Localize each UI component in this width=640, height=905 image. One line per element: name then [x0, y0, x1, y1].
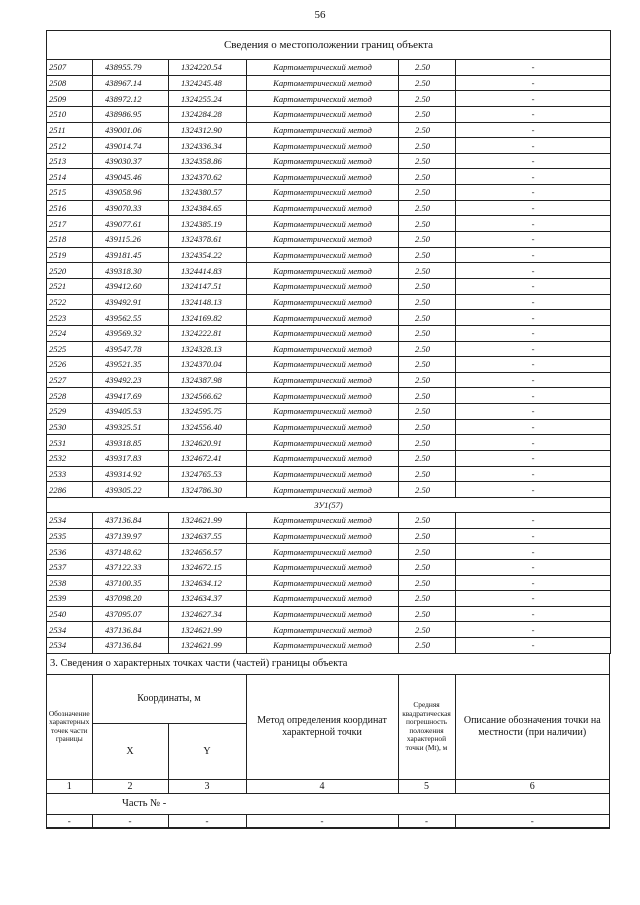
table-row — [47, 404, 611, 420]
method: Картометрический метод — [247, 91, 399, 107]
accuracy: 2.50 — [399, 232, 456, 248]
table-row — [47, 216, 611, 232]
section3 — [46, 654, 610, 829]
point-number: 2534 — [47, 512, 93, 528]
coord-x: 437139.97 — [93, 528, 169, 544]
section3-table — [47, 675, 609, 828]
accuracy: 2.50 — [399, 435, 456, 451]
description: - — [456, 528, 611, 544]
table-row — [47, 388, 611, 404]
point-number: 2519 — [47, 247, 93, 263]
column-number-4: 4 — [246, 779, 398, 793]
coord-x: 439058.96 — [93, 185, 169, 201]
point-number: 2534 — [47, 622, 93, 638]
table-row — [47, 451, 611, 467]
coord-y: 1324556.40 — [169, 419, 247, 435]
dash-cell: - — [246, 814, 398, 827]
table-row — [47, 435, 611, 451]
page-number: 56 — [314, 9, 326, 21]
accuracy: 2.50 — [399, 419, 456, 435]
method: Картометрический метод — [247, 60, 399, 76]
point-number: 2524 — [47, 325, 93, 341]
method: Картометрический метод — [247, 482, 399, 498]
coord-y: 1324385.19 — [169, 216, 247, 232]
method: Картометрический метод — [247, 169, 399, 185]
point-number: 2508 — [47, 75, 93, 91]
coord-x: 439492.23 — [93, 372, 169, 388]
table-row — [47, 232, 611, 248]
accuracy: 2.50 — [399, 60, 456, 76]
point-number: 2510 — [47, 106, 93, 122]
coord-y: 1324621.99 — [169, 638, 247, 654]
coord-y: 1324656.57 — [169, 544, 247, 560]
table-row — [47, 482, 611, 498]
table-row — [47, 575, 611, 591]
column-number-5: 5 — [398, 779, 455, 793]
method: Картометрический метод — [247, 153, 399, 169]
description: - — [456, 606, 611, 622]
point-number: 2539 — [47, 591, 93, 607]
point-number: 2507 — [47, 60, 93, 76]
coord-x: 437148.62 — [93, 544, 169, 560]
point-number: 2522 — [47, 294, 93, 310]
description: - — [456, 575, 611, 591]
coord-y: 1324148.13 — [169, 294, 247, 310]
method: Картометрический метод — [247, 294, 399, 310]
table-row — [47, 247, 611, 263]
method: Картометрический метод — [247, 419, 399, 435]
coord-y: 1324354.22 — [169, 247, 247, 263]
description: - — [456, 404, 611, 420]
table-row — [47, 544, 611, 560]
table-row — [47, 263, 611, 279]
description: - — [456, 310, 611, 326]
coord-y: 1324634.12 — [169, 575, 247, 591]
description: - — [456, 388, 611, 404]
dash-cell: - — [455, 814, 609, 827]
description: - — [456, 622, 611, 638]
description: - — [456, 122, 611, 138]
description: - — [456, 544, 611, 560]
method: Картометрический метод — [247, 232, 399, 248]
accuracy: 2.50 — [399, 559, 456, 575]
method: Картометрический метод — [247, 575, 399, 591]
accuracy: 2.50 — [399, 122, 456, 138]
point-number: 2537 — [47, 559, 93, 575]
coord-y: 1324627.34 — [169, 606, 247, 622]
coord-x: 438967.14 — [93, 75, 169, 91]
accuracy: 2.50 — [399, 372, 456, 388]
coord-x: 439325.51 — [93, 419, 169, 435]
column-number-3: 3 — [168, 779, 246, 793]
coord-y: 1324620.91 — [169, 435, 247, 451]
table-row — [47, 559, 611, 575]
header-y: Y — [168, 724, 246, 780]
point-number: 2529 — [47, 404, 93, 420]
coord-x: 439417.69 — [93, 388, 169, 404]
description: - — [456, 169, 611, 185]
point-number: 2286 — [47, 482, 93, 498]
method: Картометрический метод — [247, 122, 399, 138]
description: - — [456, 325, 611, 341]
coord-y: 1324621.99 — [169, 622, 247, 638]
accuracy: 2.50 — [399, 169, 456, 185]
header-x: X — [92, 724, 168, 780]
coord-x: 437136.84 — [93, 622, 169, 638]
method: Картометрический метод — [247, 200, 399, 216]
description: - — [456, 278, 611, 294]
table-row — [47, 512, 611, 528]
accuracy: 2.50 — [399, 294, 456, 310]
coord-x: 439317.83 — [93, 451, 169, 467]
column-number-6: 6 — [455, 779, 609, 793]
description: - — [456, 372, 611, 388]
coord-x: 439030.37 — [93, 153, 169, 169]
method: Картометрический метод — [247, 106, 399, 122]
description: - — [456, 263, 611, 279]
description: - — [456, 232, 611, 248]
coord-y: 1324765.53 — [169, 466, 247, 482]
accuracy: 2.50 — [399, 466, 456, 482]
accuracy: 2.50 — [399, 606, 456, 622]
description: - — [456, 60, 611, 76]
coord-x: 439181.45 — [93, 247, 169, 263]
coord-x: 439521.35 — [93, 357, 169, 373]
dash-cell: - — [47, 814, 92, 827]
table-row — [47, 341, 611, 357]
description: - — [456, 591, 611, 607]
coord-y: 1324284.28 — [169, 106, 247, 122]
description: - — [456, 216, 611, 232]
method: Картометрический метод — [247, 263, 399, 279]
point-number: 2535 — [47, 528, 93, 544]
method: Картометрический метод — [247, 622, 399, 638]
accuracy: 2.50 — [399, 278, 456, 294]
method: Картометрический метод — [247, 435, 399, 451]
method: Картометрический метод — [247, 451, 399, 467]
method: Картометрический метод — [247, 357, 399, 373]
coord-y: 1324414.83 — [169, 263, 247, 279]
coord-x: 439070.33 — [93, 200, 169, 216]
table-row — [47, 606, 611, 622]
coord-x: 439001.06 — [93, 122, 169, 138]
coord-x: 439492.91 — [93, 294, 169, 310]
table-row — [47, 122, 611, 138]
method: Картометрический метод — [247, 216, 399, 232]
point-number: 2516 — [47, 200, 93, 216]
coord-y: 1324245.48 — [169, 75, 247, 91]
description: - — [456, 357, 611, 373]
accuracy: 2.50 — [399, 185, 456, 201]
coord-x: 439115.26 — [93, 232, 169, 248]
coord-x: 439412.60 — [93, 278, 169, 294]
method: Картометрический метод — [247, 528, 399, 544]
method: Картометрический метод — [247, 310, 399, 326]
coord-x: 438972.12 — [93, 91, 169, 107]
point-number: 2525 — [47, 341, 93, 357]
method: Картометрический метод — [247, 591, 399, 607]
method: Картометрический метод — [247, 185, 399, 201]
accuracy: 2.50 — [399, 512, 456, 528]
coord-x: 438986.95 — [93, 106, 169, 122]
description: - — [456, 106, 611, 122]
coord-x: 437095.07 — [93, 606, 169, 622]
method: Картометрический метод — [247, 75, 399, 91]
point-number: 2526 — [47, 357, 93, 373]
part-label: Часть № - — [92, 793, 609, 814]
header-method: Метод определения координат характерной точки — [246, 675, 398, 780]
coord-y: 1324169.82 — [169, 310, 247, 326]
header-coordinates: Координаты, м — [92, 675, 246, 724]
coord-y: 1324384.65 — [169, 200, 247, 216]
point-number: 2528 — [47, 388, 93, 404]
accuracy: 2.50 — [399, 325, 456, 341]
description: - — [456, 466, 611, 482]
description: - — [456, 153, 611, 169]
description: - — [456, 75, 611, 91]
table-row — [47, 591, 611, 607]
coord-x: 437136.84 — [93, 638, 169, 654]
coord-y: 1324672.15 — [169, 559, 247, 575]
accuracy: 2.50 — [399, 216, 456, 232]
table-row — [47, 169, 611, 185]
accuracy: 2.50 — [399, 310, 456, 326]
coord-y: 1324637.55 — [169, 528, 247, 544]
accuracy: 2.50 — [399, 591, 456, 607]
accuracy: 2.50 — [399, 153, 456, 169]
point-number: 2534 — [47, 638, 93, 654]
table-row — [47, 466, 611, 482]
coord-y: 1324672.41 — [169, 451, 247, 467]
coord-y: 1324147.51 — [169, 278, 247, 294]
point-number: 2520 — [47, 263, 93, 279]
table-row — [47, 106, 611, 122]
coord-x: 437098.20 — [93, 591, 169, 607]
description: - — [456, 341, 611, 357]
method: Картометрический метод — [247, 388, 399, 404]
method: Картометрический метод — [247, 404, 399, 420]
coord-y: 1324328.13 — [169, 341, 247, 357]
description: - — [456, 435, 611, 451]
coord-x: 439405.53 — [93, 404, 169, 420]
header-point-designation: Обозначение характерных точек части границы — [47, 675, 92, 780]
accuracy: 2.50 — [399, 451, 456, 467]
coord-y: 1324634.37 — [169, 591, 247, 607]
point-number: 2530 — [47, 419, 93, 435]
coord-x: 439014.74 — [93, 138, 169, 154]
table-row — [47, 325, 611, 341]
point-number: 2523 — [47, 310, 93, 326]
coord-y: 1324621.99 — [169, 512, 247, 528]
accuracy: 2.50 — [399, 75, 456, 91]
point-number: 2521 — [47, 278, 93, 294]
point-number: 2536 — [47, 544, 93, 560]
accuracy: 2.50 — [399, 575, 456, 591]
description: - — [456, 91, 611, 107]
coordinates-table — [46, 30, 611, 654]
accuracy: 2.50 — [399, 91, 456, 107]
method: Картометрический метод — [247, 247, 399, 263]
point-number: 2515 — [47, 185, 93, 201]
coord-x: 437122.33 — [93, 559, 169, 575]
table-row — [47, 278, 611, 294]
accuracy: 2.50 — [399, 341, 456, 357]
description: - — [456, 419, 611, 435]
description: - — [456, 138, 611, 154]
point-number: 2531 — [47, 435, 93, 451]
method: Картометрический метод — [247, 341, 399, 357]
table-row — [47, 200, 611, 216]
method: Картометрический метод — [247, 372, 399, 388]
description: - — [456, 247, 611, 263]
table-row — [47, 310, 611, 326]
accuracy: 2.50 — [399, 247, 456, 263]
description: - — [456, 482, 611, 498]
coord-y: 1324222.81 — [169, 325, 247, 341]
point-number: 2532 — [47, 451, 93, 467]
coord-x: 439305.22 — [93, 482, 169, 498]
table-row — [47, 75, 611, 91]
table-row — [47, 60, 611, 76]
accuracy: 2.50 — [399, 528, 456, 544]
accuracy: 2.50 — [399, 138, 456, 154]
table-row — [47, 357, 611, 373]
description: - — [456, 559, 611, 575]
accuracy: 2.50 — [399, 263, 456, 279]
document-sheet — [46, 30, 610, 829]
point-number: 2509 — [47, 91, 93, 107]
coord-x: 439314.92 — [93, 466, 169, 482]
coord-x: 439547.78 — [93, 341, 169, 357]
description: - — [456, 294, 611, 310]
table-row — [47, 419, 611, 435]
table-row — [47, 153, 611, 169]
coord-y: 1324312.90 — [169, 122, 247, 138]
header-accuracy: Средняя квадратическая погрешность положения характерной точки (Mt), м — [398, 675, 455, 780]
description: - — [456, 200, 611, 216]
coord-x: 438955.79 — [93, 60, 169, 76]
point-number: 2512 — [47, 138, 93, 154]
method: Картометрический метод — [247, 466, 399, 482]
method: Картометрический метод — [247, 559, 399, 575]
table-row — [47, 622, 611, 638]
point-number: 2511 — [47, 122, 93, 138]
coord-y: 1324370.62 — [169, 169, 247, 185]
point-number: 2540 — [47, 606, 93, 622]
coord-y: 1324566.62 — [169, 388, 247, 404]
coord-x: 439562.55 — [93, 310, 169, 326]
method: Картометрический метод — [247, 325, 399, 341]
table-row — [47, 91, 611, 107]
coord-x: 439077.61 — [93, 216, 169, 232]
method: Картометрический метод — [247, 638, 399, 654]
coord-y: 1324378.61 — [169, 232, 247, 248]
point-number: 2533 — [47, 466, 93, 482]
coord-y: 1324358.86 — [169, 153, 247, 169]
column-number-1: 1 — [47, 779, 92, 793]
table-row — [47, 138, 611, 154]
table-row — [47, 528, 611, 544]
coord-x: 439318.85 — [93, 435, 169, 451]
group-label: ЗУ1(57) — [47, 497, 611, 512]
coord-y: 1324370.04 — [169, 357, 247, 373]
accuracy: 2.50 — [399, 200, 456, 216]
description: - — [456, 185, 611, 201]
accuracy: 2.50 — [399, 388, 456, 404]
method: Картометрический метод — [247, 544, 399, 560]
coord-y: 1324336.34 — [169, 138, 247, 154]
coord-x: 437100.35 — [93, 575, 169, 591]
accuracy: 2.50 — [399, 544, 456, 560]
accuracy: 2.50 — [399, 482, 456, 498]
method: Картометрический метод — [247, 606, 399, 622]
column-number-2: 2 — [92, 779, 168, 793]
coord-y: 1324380.57 — [169, 185, 247, 201]
table-row — [47, 638, 611, 654]
coord-y: 1324255.24 — [169, 91, 247, 107]
method: Картометрический метод — [247, 278, 399, 294]
section3-title: 3. Сведения о характерных точках части (частей) границы объекта — [47, 654, 609, 675]
coord-y: 1324786.30 — [169, 482, 247, 498]
coord-x: 439569.32 — [93, 325, 169, 341]
coord-y: 1324220.54 — [169, 60, 247, 76]
accuracy: 2.50 — [399, 357, 456, 373]
coord-x: 439045.46 — [93, 169, 169, 185]
accuracy: 2.50 — [399, 106, 456, 122]
table-row — [47, 294, 611, 310]
coord-y: 1324387.98 — [169, 372, 247, 388]
header-description: Описание обозначения точки на местности (при наличии) — [455, 675, 609, 780]
point-number: 2538 — [47, 575, 93, 591]
dash-cell: - — [92, 814, 168, 827]
description: - — [456, 512, 611, 528]
point-number: 2518 — [47, 232, 93, 248]
section-title: Сведения о местоположении границ объекта — [47, 31, 611, 60]
dash-cell: - — [168, 814, 246, 827]
accuracy: 2.50 — [399, 404, 456, 420]
dash-cell: - — [398, 814, 455, 827]
point-number: 2527 — [47, 372, 93, 388]
accuracy: 2.50 — [399, 638, 456, 654]
point-number: 2513 — [47, 153, 93, 169]
coord-x: 437136.84 — [93, 512, 169, 528]
method: Картометрический метод — [247, 138, 399, 154]
coord-y: 1324595.75 — [169, 404, 247, 420]
point-number: 2517 — [47, 216, 93, 232]
table-row — [47, 372, 611, 388]
method: Картометрический метод — [247, 512, 399, 528]
accuracy: 2.50 — [399, 622, 456, 638]
point-number: 2514 — [47, 169, 93, 185]
description: - — [456, 451, 611, 467]
table-row — [47, 185, 611, 201]
description: - — [456, 638, 611, 654]
coord-x: 439318.30 — [93, 263, 169, 279]
